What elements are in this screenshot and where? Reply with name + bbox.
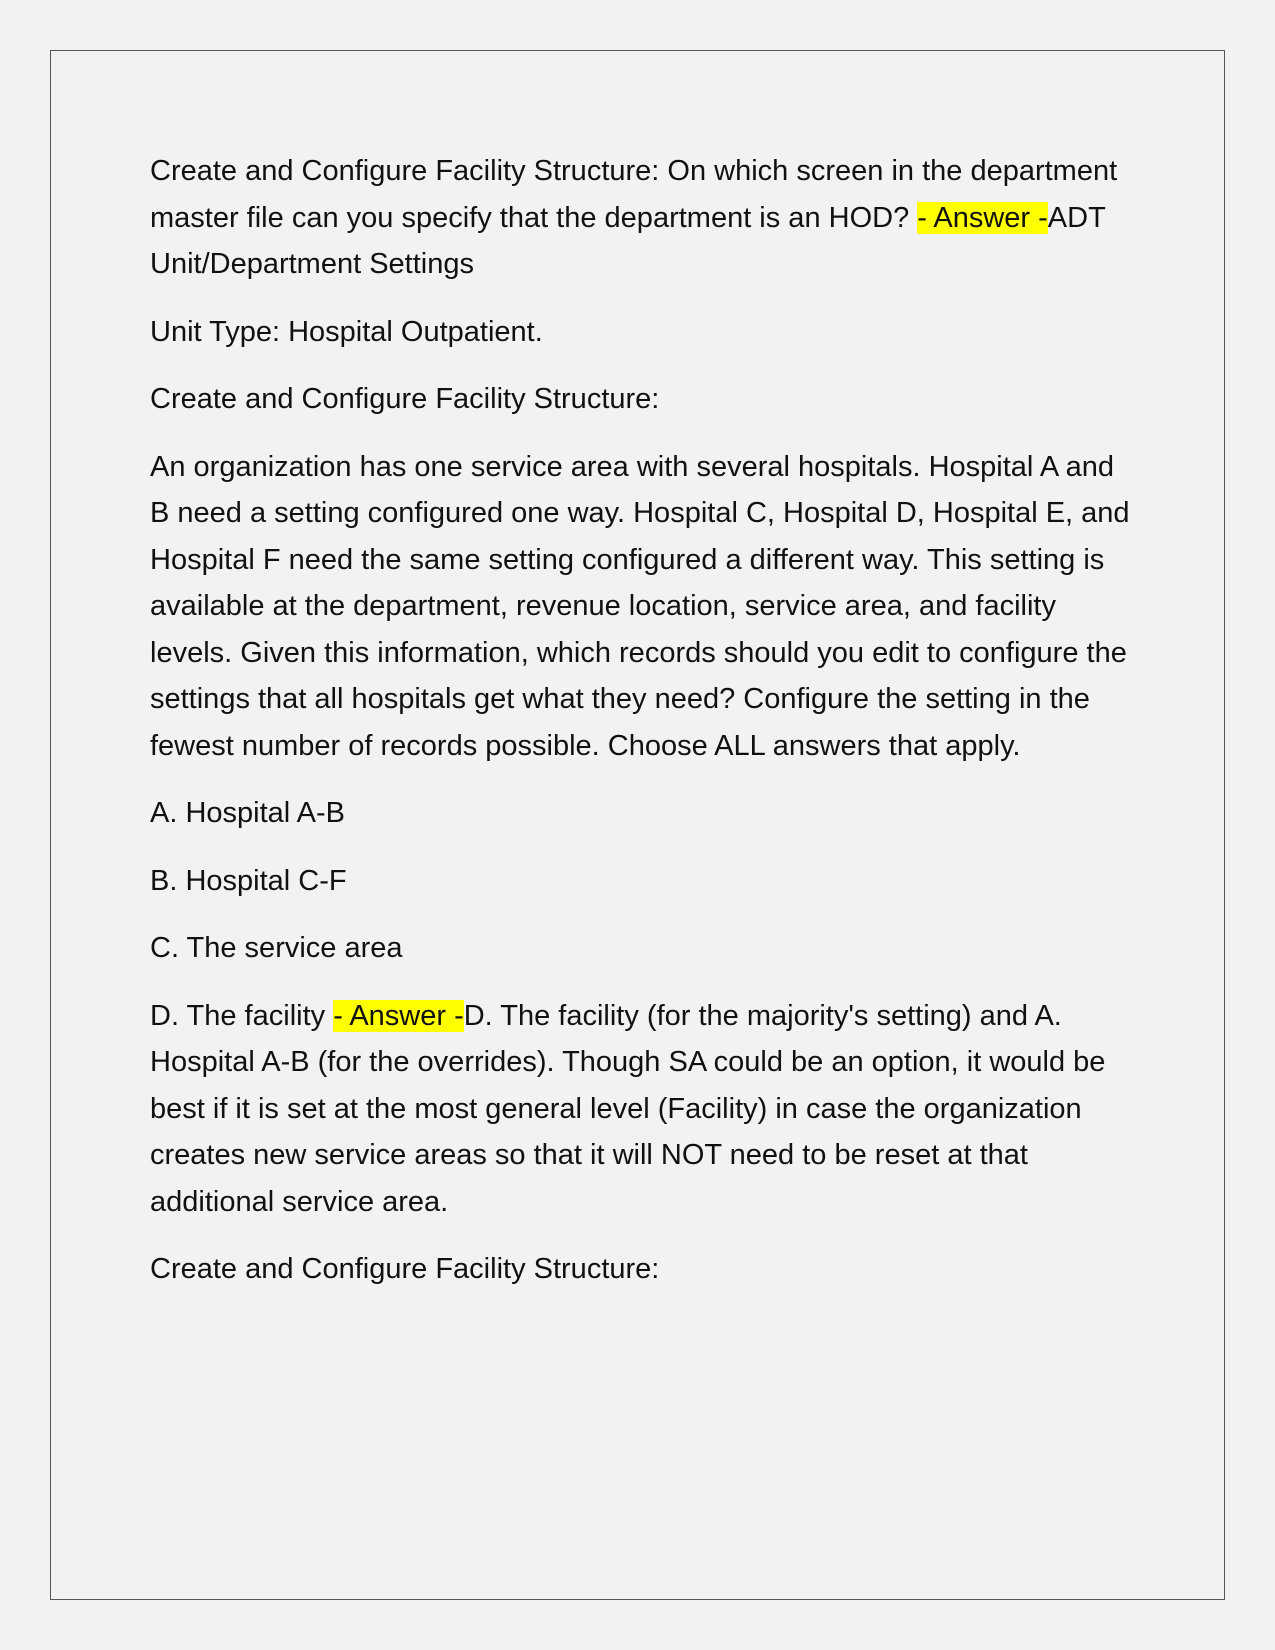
answer-highlight: - Answer - [917, 201, 1048, 234]
option-c: C. The service area [150, 932, 403, 964]
option-d-paragraph [150, 993, 1130, 1226]
option-a: A. Hospital A-B [150, 797, 346, 829]
unit-type-line: Unit Type: Hospital Outpatient. [150, 315, 543, 348]
q1-question: Create and Configure Facility Structure: On which screen in the department master file can you specify that the department is an HOD? [150, 155, 1118, 234]
q2-heading: Create and Configure Facility Structure: [150, 383, 660, 415]
answer-highlight: - Answer - [333, 999, 464, 1032]
q3-heading: Create and Configure Facility Structure: [150, 1253, 660, 1285]
q2-answer: D. The facility (for the majority's setting) and A. Hospital A-B (for the overrides). Though SA could be an option, it would be best if it is set at the most general level (Facility) in case the organization creates new service areas so that it will NOT need to be reset at that additional service area. [150, 999, 1106, 1218]
q2-body: An organization has one service area with several hospitals. Hospital A and B need a setting configured one way. Hospital C, Hospital D, Hospital E, and Hospital F need the same setting configured a different way. This setting is available at the department, revenue location, service area, and facility levels. Given this information, which records should you edit to configure the settings that all hospitals get what they need? Configure the setting in the fewest number of records possible. Choose ALL answers that apply. [150, 450, 1130, 762]
document-body [150, 148, 1130, 1314]
option-b: B. Hospital C-F [150, 864, 347, 897]
q1-answer: ADT Unit/Department Settings [150, 201, 1106, 280]
q1-paragraph [150, 148, 1130, 288]
option-d: D. The facility [150, 999, 326, 1032]
